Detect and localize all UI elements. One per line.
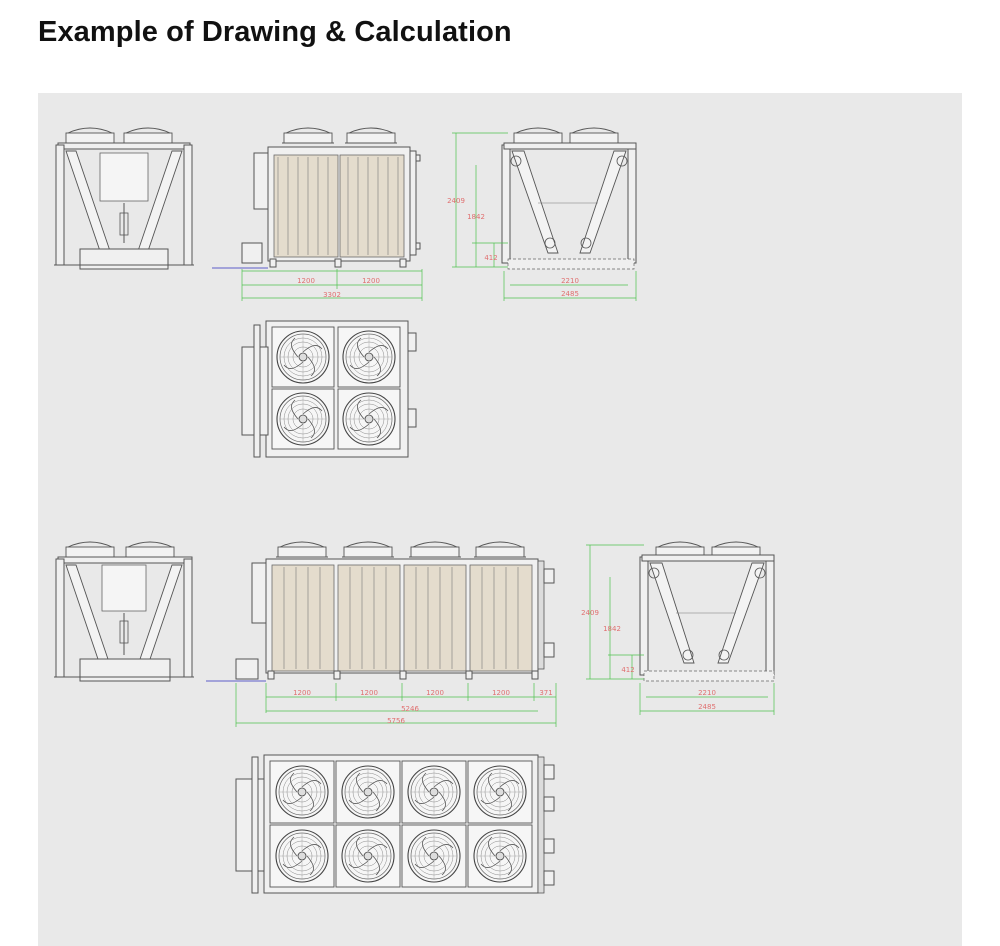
drawing-a-end-view (54, 128, 194, 269)
drawing-b-side-view (640, 542, 774, 681)
dim-label: 412 (621, 666, 635, 674)
dim-label: 371 (539, 689, 553, 697)
drawing-b-top-view (236, 755, 554, 893)
dim-label: 2409 (581, 609, 599, 617)
drawing-b-front-view (206, 542, 554, 681)
dim-label: 5756 (387, 717, 405, 725)
dim-label: 1842 (467, 213, 485, 221)
drawing-b-front-dimensions (236, 683, 556, 727)
dim-label: 2210 (561, 277, 579, 285)
dim-label: 2210 (698, 689, 716, 697)
dim-label: 1200 (362, 277, 380, 285)
drawing-panel (38, 93, 962, 946)
dim-label: 2485 (698, 703, 716, 711)
dim-label: 1842 (603, 625, 621, 633)
drawing-a-side-view (502, 128, 636, 269)
page-title: Example of Drawing & Calculation (38, 16, 512, 48)
dim-label: 2409 (447, 197, 465, 205)
drawing-a-front-view (212, 128, 422, 271)
drawing-a-front-dimensions (242, 269, 422, 301)
dim-label: 1200 (360, 689, 378, 697)
drawing-canvas (38, 93, 962, 946)
drawing-b-end-view (54, 542, 194, 681)
dim-label: 2485 (561, 290, 579, 298)
dim-label: 3302 (323, 291, 341, 299)
dim-label: 5246 (401, 705, 419, 713)
dim-label: 1200 (426, 689, 444, 697)
dim-label: 1200 (297, 277, 315, 285)
drawing-a-top-view (242, 321, 416, 457)
dim-label: 412 (484, 254, 498, 262)
dim-label: 1200 (293, 689, 311, 697)
dim-label: 1200 (492, 689, 510, 697)
